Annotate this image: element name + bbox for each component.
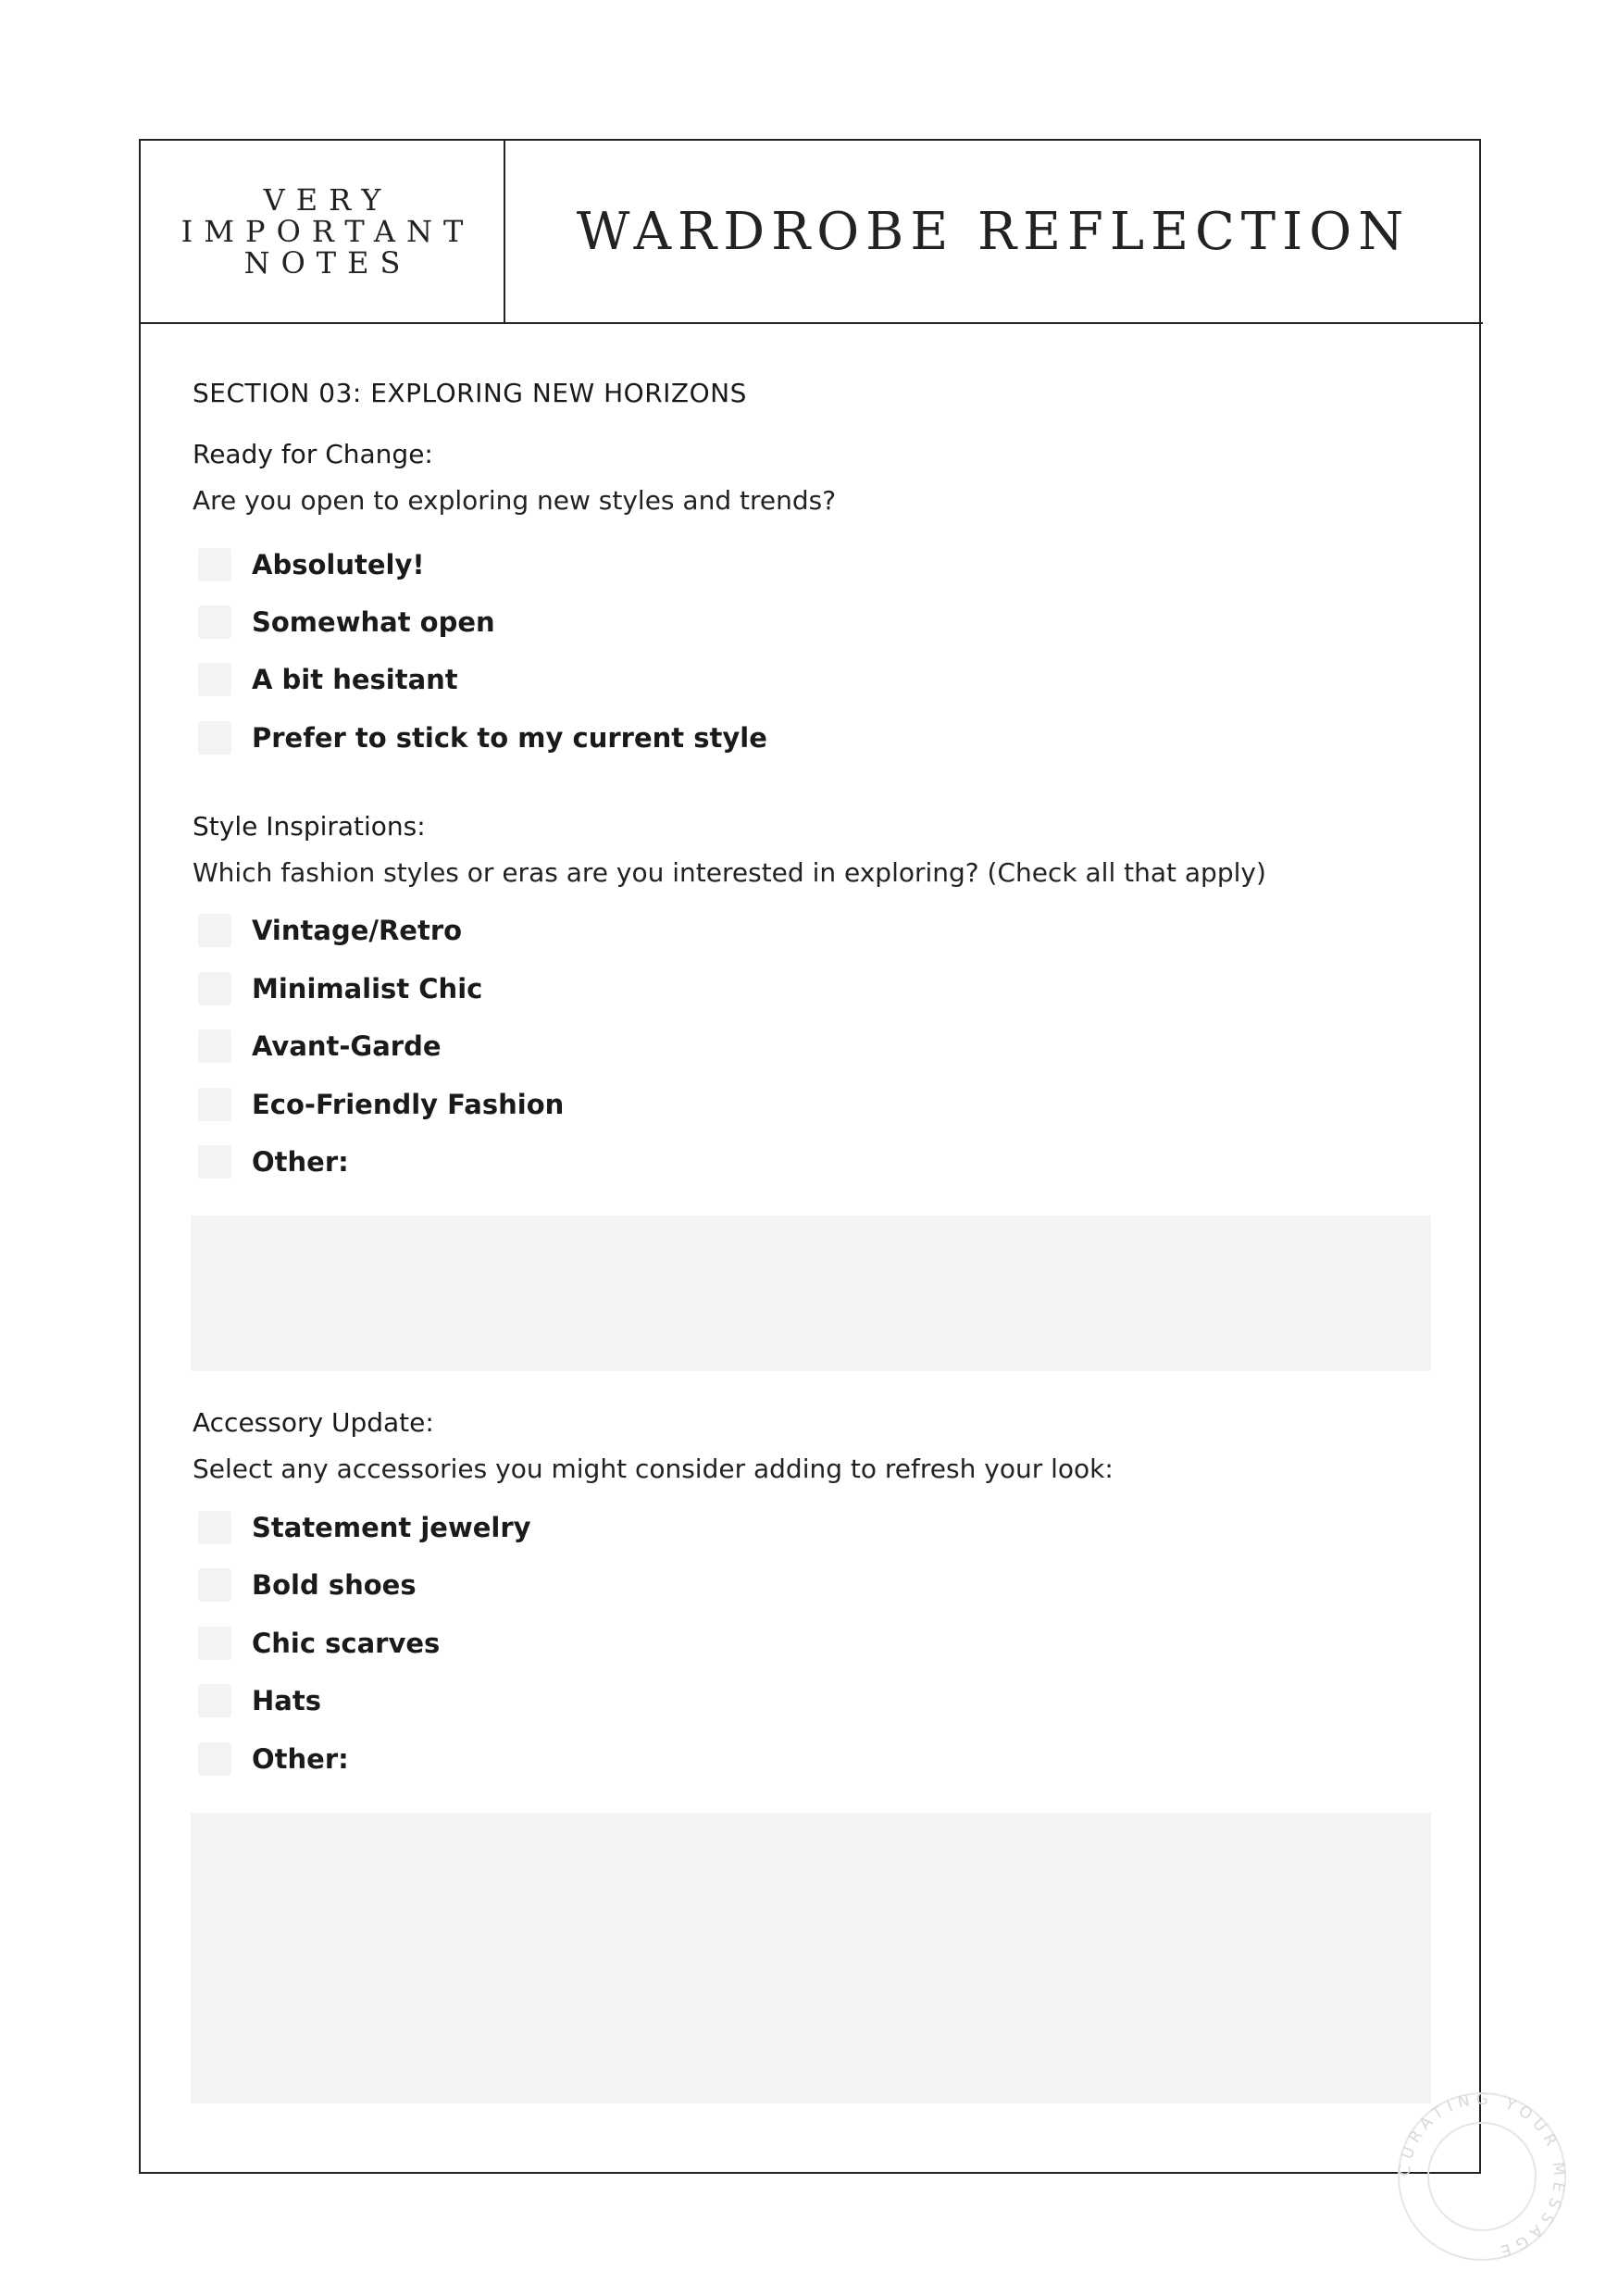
checkbox[interactable] xyxy=(198,1627,231,1660)
other-style-textarea[interactable] xyxy=(191,1216,1431,1371)
option-minimalist-chic[interactable] xyxy=(198,970,482,1007)
question-prompt: Are you open to exploring new styles and trends? xyxy=(193,485,837,516)
option-bold-shoes[interactable] xyxy=(198,1566,417,1603)
checkbox[interactable] xyxy=(198,548,231,581)
svg-text:CURATING YOUR MESSAGE xyxy=(1396,2090,1568,2262)
brand-line: NOTES xyxy=(243,245,412,281)
option-stick-current-style[interactable] xyxy=(198,719,767,756)
option-other-accessory[interactable] xyxy=(198,1741,349,1778)
checkbox[interactable] xyxy=(198,914,231,947)
option-bit-hesitant[interactable] xyxy=(198,661,458,698)
other-accessory-textarea[interactable] xyxy=(191,1813,1431,2103)
option-avant-garde[interactable] xyxy=(198,1028,442,1065)
option-label: Somewhat open xyxy=(252,606,495,638)
stamp-text: CURATING YOUR MESSAGE xyxy=(1396,2090,1568,2262)
option-label: Other: xyxy=(252,1146,349,1178)
checkbox[interactable] xyxy=(198,1684,231,1717)
option-label: Vintage/Retro xyxy=(252,915,463,946)
question-prompt: Which fashion styles or eras are you interested in exploring? (Check all that apply) xyxy=(193,857,1266,888)
checkbox[interactable] xyxy=(198,1145,231,1179)
watermark-stamp xyxy=(1396,2090,1568,2263)
checkbox[interactable] xyxy=(198,1568,231,1602)
option-eco-friendly[interactable] xyxy=(198,1086,564,1123)
checkbox[interactable] xyxy=(198,972,231,1005)
checkbox[interactable] xyxy=(198,1029,231,1063)
option-label: Bold shoes xyxy=(252,1569,417,1601)
option-label: Minimalist Chic xyxy=(252,973,483,1004)
section-title: SECTION 03: EXPLORING NEW HORIZONS xyxy=(193,378,747,408)
checkbox[interactable] xyxy=(198,605,231,639)
page-title: WARDROBE REFLECTION xyxy=(576,201,1411,262)
option-label: Prefer to stick to my current style xyxy=(252,722,767,754)
option-somewhat-open[interactable] xyxy=(198,604,495,641)
option-label: Chic scarves xyxy=(252,1628,441,1659)
option-label: Statement jewelry xyxy=(252,1512,531,1543)
checkbox[interactable] xyxy=(198,721,231,755)
checkbox[interactable] xyxy=(198,1088,231,1121)
option-other-style[interactable] xyxy=(198,1143,349,1180)
option-label: A bit hesitant xyxy=(252,664,458,695)
option-label: Absolutely! xyxy=(252,549,425,580)
option-vintage-retro[interactable] xyxy=(198,912,462,949)
question-heading: Accessory Update: xyxy=(193,1407,434,1438)
page-frame xyxy=(139,139,1481,2174)
option-absolutely[interactable] xyxy=(198,546,425,583)
option-label: Other: xyxy=(252,1743,349,1775)
header xyxy=(141,141,1483,324)
option-label: Hats xyxy=(252,1685,321,1716)
question-prompt: Select any accessories you might consider adding to refresh your look: xyxy=(193,1454,1114,1484)
option-hats[interactable] xyxy=(198,1682,321,1719)
checkbox[interactable] xyxy=(198,1742,231,1776)
option-label: Eco-Friendly Fashion xyxy=(252,1089,565,1120)
option-chic-scarves[interactable] xyxy=(198,1625,440,1662)
checkbox[interactable] xyxy=(198,1511,231,1544)
brand-line: VERY xyxy=(263,182,392,218)
option-label: Avant-Garde xyxy=(252,1030,442,1062)
checkbox[interactable] xyxy=(198,663,231,696)
brand-logo xyxy=(141,141,505,322)
question-heading: Ready for Change: xyxy=(193,439,433,469)
brand-line: IMPORTANT xyxy=(180,214,475,249)
question-heading: Style Inspirations: xyxy=(193,811,426,842)
option-statement-jewelry[interactable] xyxy=(198,1509,531,1546)
